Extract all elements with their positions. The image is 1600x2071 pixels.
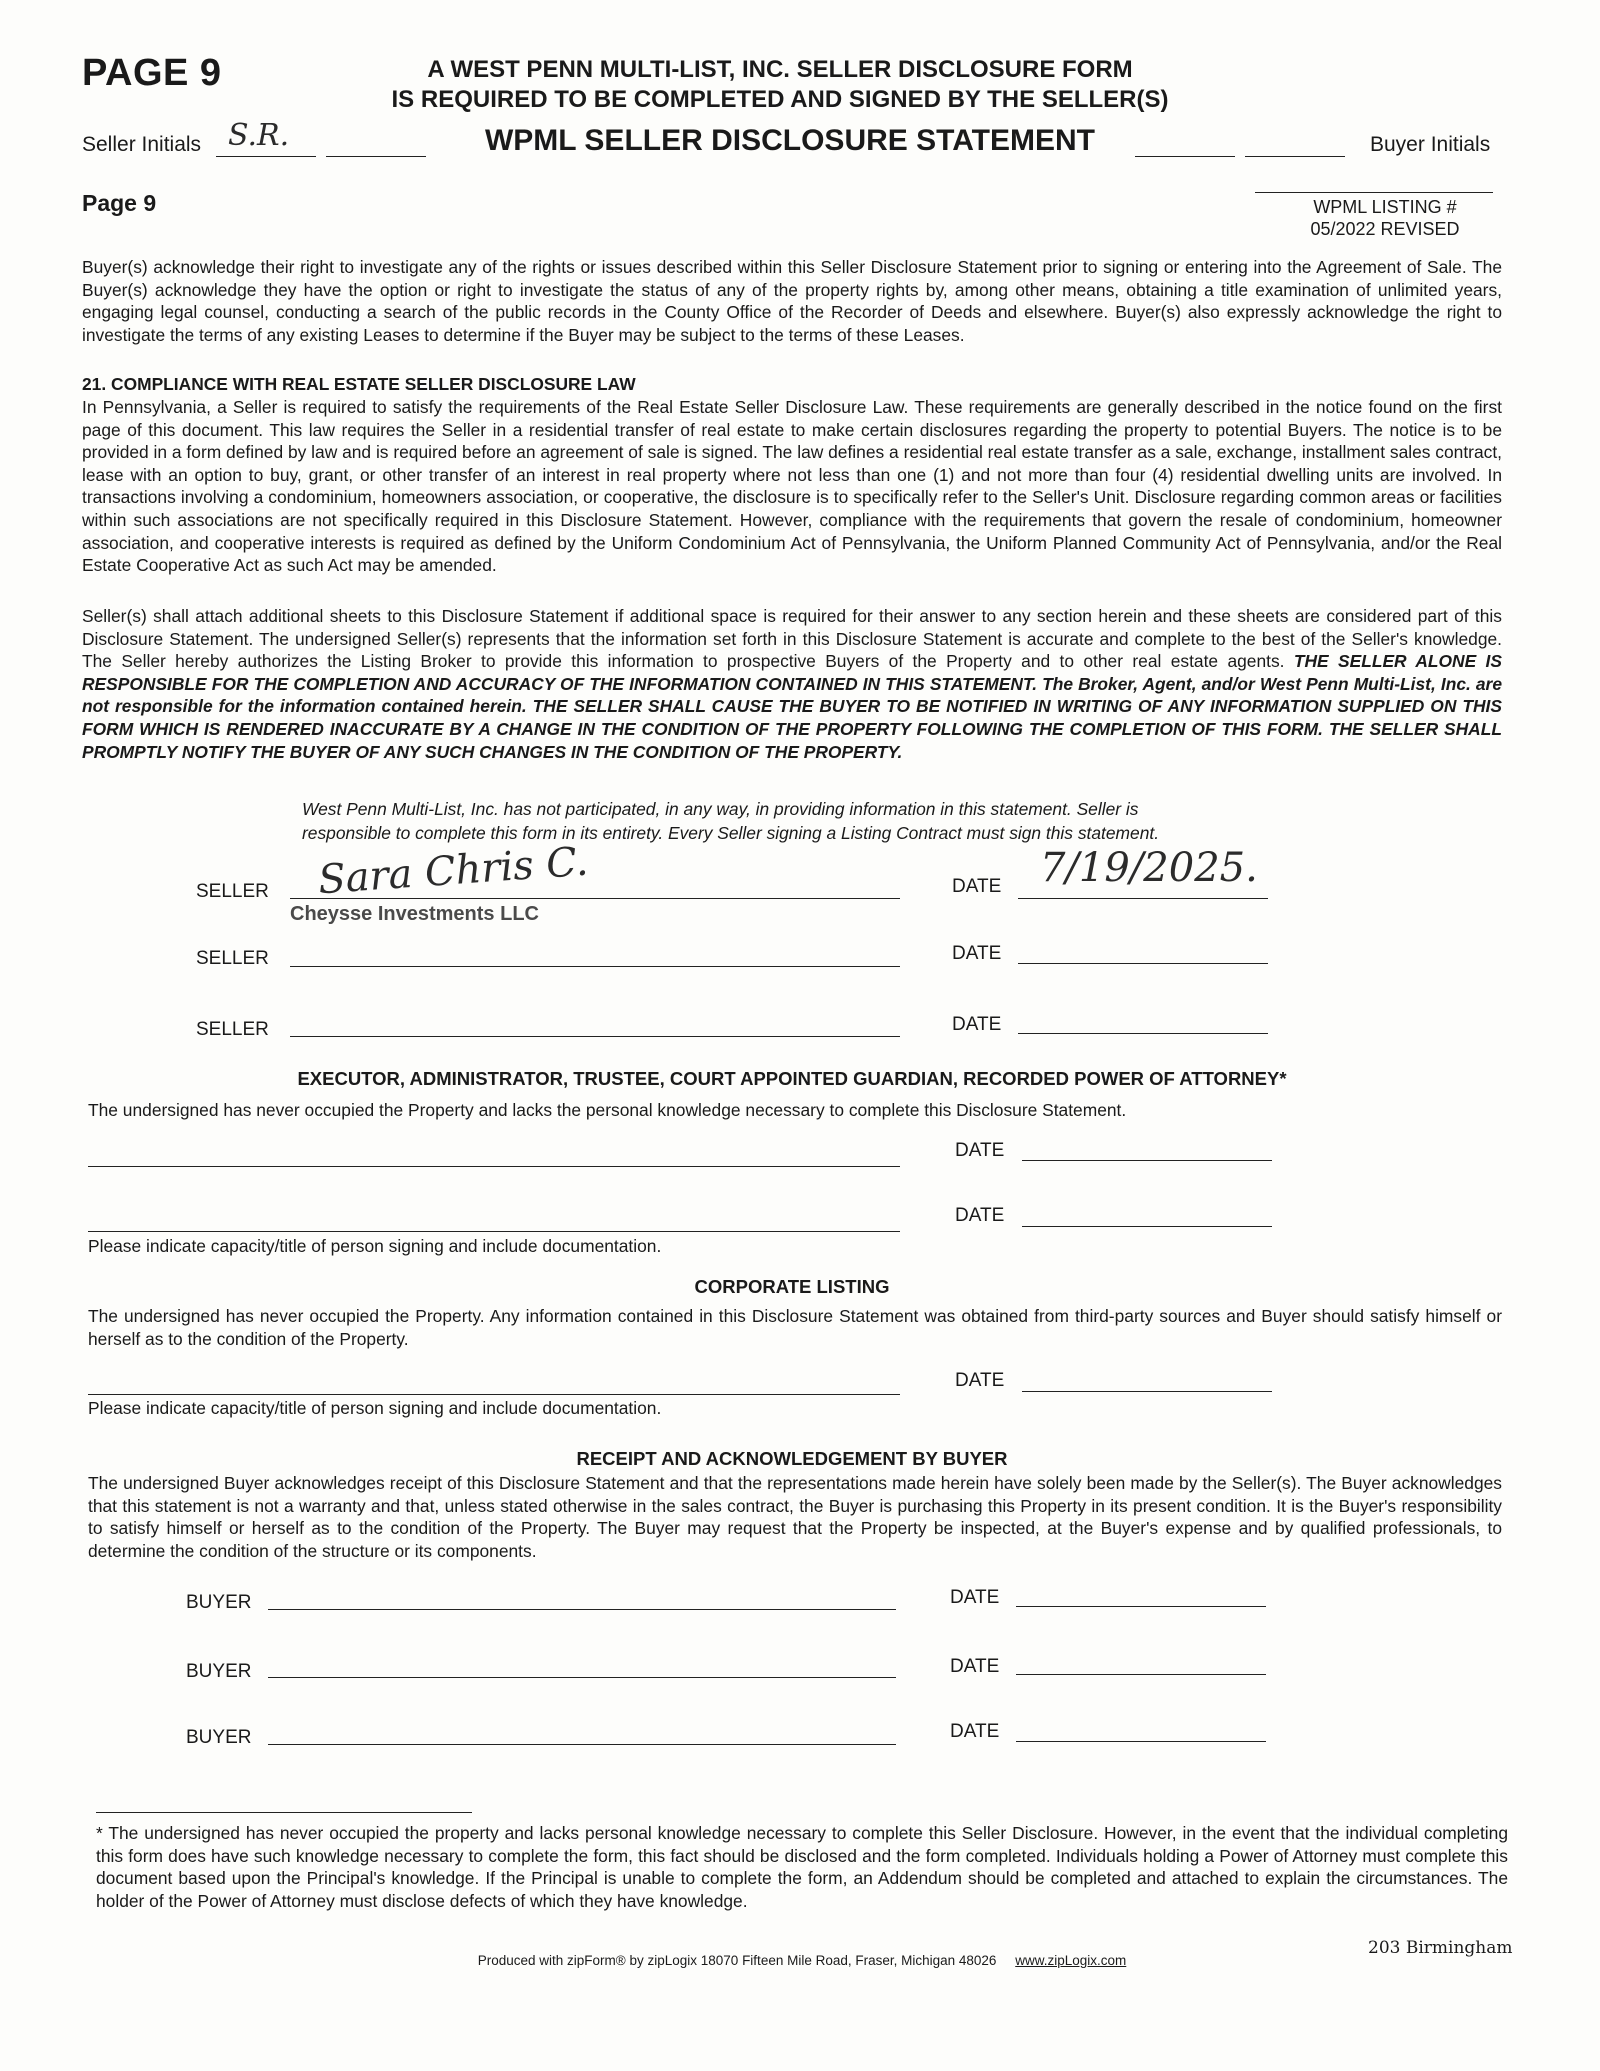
date-line-seller-1[interactable] — [1018, 898, 1268, 899]
seller-label-3: SELLER — [196, 1019, 269, 1040]
page-number: Page 9 — [82, 190, 157, 216]
section-21-body: In Pennsylvania, a Seller is required to satisfy the requirements of the Real Estate Seller Disclosure Law. These requirements are generally described in the notice found on the first page of this document. This law requires the Seller in a residential transfer of real estate to make certain disclosures regarding the property to potential Buyers. The notice is to be provided in a form defined by law and is required before an agreement of sale is signed. The law defines a residential real estate transfer as a sale, exchange, installment sales contract, lease with an option to buy, grant, or other transfer of an interest in real property where not less than one (1) and not more than four (4) residential dwelling units are involved. In transactions involving a condominium, homeowners association, or cooperative, the disclosure is to specifically refer to the Seller's Unit. Disclosure regarding common areas or facilities within such associations are not specifically required in this Disclosure Statement. However, compliance with the requirements that govern the resale of condominium, homeowner association, and cooperative interests is required as defined by the Uniform Condominium Act of Pennsylvania, the Uniform Planned Community Act of Pennsylvania, and/or the Real Estate Cooperative Act as such Act may be amended. — [82, 397, 1502, 576]
form-title: WPML SELLER DISCLOSURE STATEMENT — [484, 124, 1095, 157]
footnote-divider — [96, 1812, 472, 1813]
receipt-text: The undersigned Buyer acknowledges receipt of this Disclosure Statement and that the representations made herein have solely been made by the Seller(s). The Buyer acknowledges that this statement is not a warranty and that, unless stated otherwise in the sales contract, the Buyer is purchasing this Property in its present condition. It is the Buyer's responsibility to satisfy himself or herself as to the condition of the Property. The Buyer may request that the Property be inspected, at the Buyer's expense and by qualified professionals, to determine the condition of the structure or its components. — [88, 1473, 1502, 1561]
date-line-buyer-3[interactable] — [1016, 1741, 1266, 1742]
receipt-title: RECEIPT AND ACKNOWLEDGEMENT BY BUYER — [576, 1448, 1008, 1469]
buyer-initials-line-1[interactable] — [1135, 156, 1235, 157]
date-label-buyer-1: DATE — [950, 1587, 1000, 1608]
seller-signature-handwritten: Sara Chris C. — [316, 838, 590, 904]
buyer-label-3: BUYER — [186, 1727, 252, 1748]
wpml-note-line2: responsible to complete this form in its entirety. Every Seller signing a Listing Contract must sign this statement. — [302, 823, 1160, 843]
date-label-corporate: DATE — [955, 1370, 1005, 1391]
executor-signature-line-1[interactable] — [88, 1166, 900, 1167]
buyer-initials-label: Buyer Initials — [1370, 133, 1491, 156]
date-line-executor-1[interactable] — [1022, 1160, 1272, 1161]
buyer-signature-line-2[interactable] — [268, 1677, 896, 1678]
listing-info — [1265, 196, 1505, 240]
seller-initials-handwritten: S.R. — [228, 118, 290, 153]
seller-date-handwritten: 7/19/2025. — [1040, 845, 1258, 891]
corporate-text: The undersigned has never occupied the Property. Any information contained in this Disclosure Statement was obtained from third-party sources and Buyer should satisfy himself or herself as to the condition of the Property. — [88, 1306, 1502, 1349]
executor-text: The undersigned has never occupied the Property and lacks the personal knowledge necessary to complete this Disclosure Statement. — [88, 1100, 1127, 1120]
date-line-seller-3[interactable] — [1018, 1033, 1268, 1034]
wpml-note-line1: West Penn Multi-List, Inc. has not participated, in any way, in providing information in this statement. Seller is — [302, 799, 1139, 819]
office-stamp: 203 Birmingham — [1368, 1938, 1513, 1958]
attach-bold-text: THE SELLER ALONE IS RESPONSIBLE FOR THE COMPLETION AND ACCURACY OF THE INFORMATION CONTAINED IN THIS STATEMENT. The Broker, Agent, and/or West Penn Multi-List, Inc. are not responsible for the information contained herein. THE SELLER SHALL CAUSE THE BUYER TO BE NOTIFIED IN WRITING OF ANY INFORMATION SUPPLIED ON THIS FORM WHICH IS RENDERED INACCURATE BY A CHANGE IN THE CONDITION OF THE PROPERTY FOLLOWING THE COMPLETION OF THIS FORM. THE SELLER SHALL PROMPTLY NOTIFY THE BUYER OF ANY SUCH CHANGES IN THE CONDITION OF THE PROPERTY. — [82, 651, 1502, 762]
date-line-corporate[interactable] — [1022, 1391, 1272, 1392]
seller-signature-line-3[interactable] — [290, 1036, 900, 1037]
page-label: PAGE 9 — [82, 52, 222, 94]
intro-paragraph: Buyer(s) acknowledge their right to investigate any of the rights or issues described within this Seller Disclosure Statement prior to signing or entering into the Agreement of Sale. The Buyer(s) acknowledge they have the option or right to investigate the status of any of the property rights by, among other means, obtaining a title examination of unlimited years, engaging legal counsel, conducting a search of the public records in the County Office of the Recorder of Deeds and elsewhere. Buyer(s) also expressly acknowledge the right to investigate the terms of any existing Leases to determine if the Buyer may be subject to the terms of these Leases. — [82, 257, 1502, 345]
date-label-executor-2: DATE — [955, 1205, 1005, 1226]
seller-signer-name: Cheysse Investments LLC — [290, 903, 539, 925]
date-line-buyer-2[interactable] — [1016, 1674, 1266, 1675]
date-label-executor-1: DATE — [955, 1140, 1005, 1161]
footer — [82, 1953, 1522, 1968]
date-label-seller-2: DATE — [952, 943, 1002, 964]
buyer-signature-line-3[interactable] — [268, 1744, 896, 1745]
corporate-signature-line[interactable] — [88, 1394, 900, 1395]
attach-text: Seller(s) shall attach additional sheets to this Disclosure Statement if additional space is required for their answer to any section herein and these sheets are considered part of this Disclosure Statement. The undersigned Seller(s) represents that the information set forth in this Disclosure Statement is accurate and complete to the best of the Seller's knowledge. The Seller hereby authorizes the Listing Broker to provide this information to prospective Buyers of the Property and to other real estate agents. — [82, 606, 1502, 672]
seller-initials-line-1[interactable] — [216, 156, 316, 157]
date-label-buyer-3: DATE — [950, 1721, 1000, 1742]
section-21-title: 21. COMPLIANCE WITH REAL ESTATE SELLER DISCLOSURE LAW — [82, 374, 636, 394]
buyer-label-1: BUYER — [186, 1592, 252, 1613]
seller-initials-label: Seller Initials — [82, 133, 202, 156]
date-label-buyer-2: DATE — [950, 1656, 1000, 1677]
header-title-line1: A WEST PENN MULTI-LIST, INC. SELLER DISCLOSURE FORM — [427, 56, 1133, 83]
executor-capacity-note: Please indicate capacity/title of person signing and include documentation. — [88, 1236, 662, 1256]
listing-number-line[interactable] — [1255, 192, 1493, 193]
footer-link[interactable]: www.zipLogix.com — [1015, 1953, 1127, 1968]
seller-signature-line-2[interactable] — [290, 966, 900, 967]
executor-title: EXECUTOR, ADMINISTRATOR, TRUSTEE, COURT APPOINTED GUARDIAN, RECORDED POWER OF ATTORNEY* — [297, 1068, 1287, 1089]
buyer-label-2: BUYER — [186, 1661, 252, 1682]
executor-signature-line-2[interactable] — [88, 1231, 900, 1232]
footer-produced: Produced with zipForm® by zipLogix 18070 Fifteen Mile Road, Fraser, Michigan 48026 — [477, 1953, 997, 1968]
date-line-executor-2[interactable] — [1022, 1226, 1272, 1227]
listing-label: WPML LISTING # — [1313, 197, 1457, 217]
corporate-title: CORPORATE LISTING — [694, 1276, 890, 1297]
buyer-initials-line-2[interactable] — [1245, 156, 1345, 157]
date-label-seller-1: DATE — [952, 876, 1002, 897]
date-line-seller-2[interactable] — [1018, 963, 1268, 964]
seller-label-2: SELLER — [196, 948, 269, 969]
revision-label: 05/2022 REVISED — [1310, 219, 1460, 239]
date-line-buyer-1[interactable] — [1016, 1606, 1266, 1607]
corporate-capacity-note: Please indicate capacity/title of person signing and include documentation. — [88, 1398, 662, 1418]
attach-paragraph — [82, 605, 1502, 763]
date-label-seller-3: DATE — [952, 1014, 1002, 1035]
footnote: * The undersigned has never occupied the property and lacks personal knowledge necessary to complete this Seller Disclosure. However, in the event that the individual completing this form does have such knowledge necessary to complete the form, this fact should be disclosed and the form completed. Individuals holding a Power of Attorney must complete this document based upon the Principal's knowledge. If the Principal is unable to complete the form, an Addendum should be completed and attached to explain the circumstances. The holder of the Power of Attorney must disclose defects of which they have knowledge. — [96, 1823, 1508, 1911]
buyer-signature-line-1[interactable] — [268, 1609, 896, 1610]
header-title-line2: IS REQUIRED TO BE COMPLETED AND SIGNED BY THE SELLER(S) — [391, 86, 1169, 113]
wpml-note — [302, 797, 1302, 845]
seller-initials-line-2[interactable] — [326, 156, 426, 157]
seller-label-1: SELLER — [196, 881, 269, 902]
